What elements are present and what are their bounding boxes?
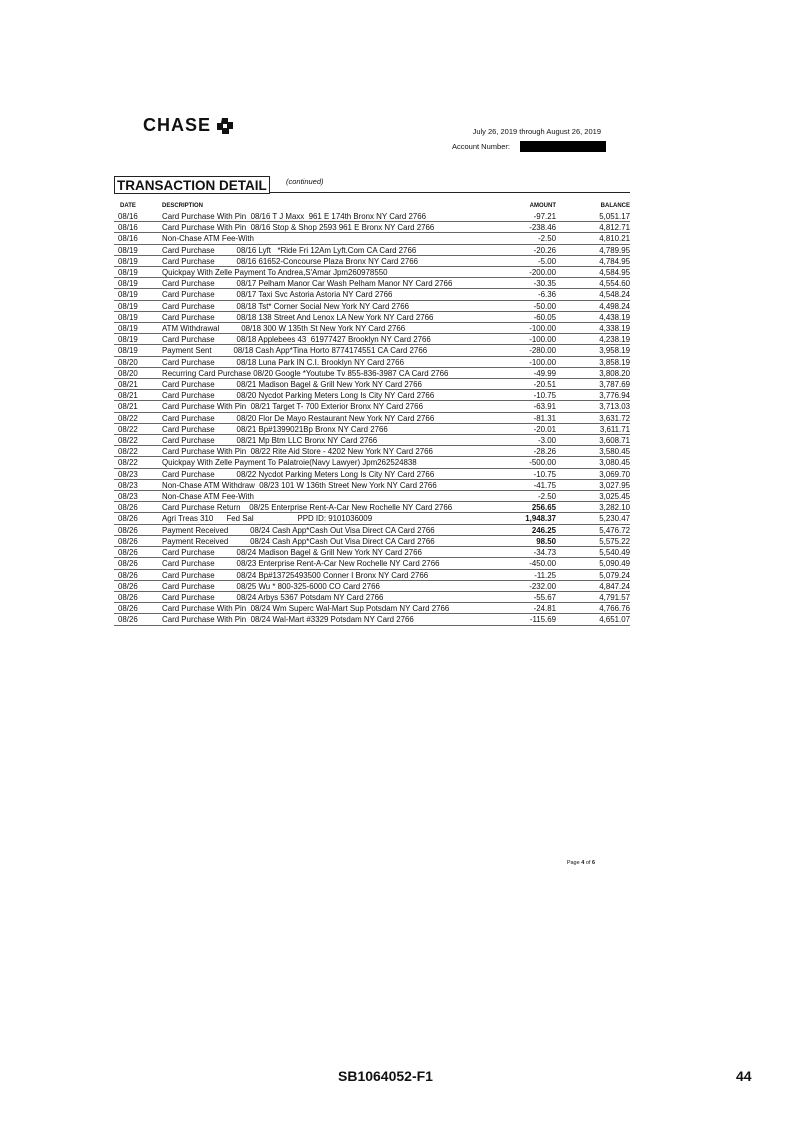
transaction-amount: -28.26 bbox=[490, 446, 556, 457]
transaction-amount: -11.25 bbox=[490, 569, 556, 580]
table-row bbox=[114, 244, 630, 255]
table-row bbox=[114, 580, 630, 591]
transaction-amount: -60.05 bbox=[490, 311, 556, 322]
transaction-amount: -100.00 bbox=[490, 323, 556, 334]
transaction-balance: 4,338.19 bbox=[556, 323, 630, 334]
transaction-amount: -2.50 bbox=[490, 233, 556, 244]
balance-header: BALANCE bbox=[600, 202, 630, 209]
transaction-date: 08/23 bbox=[114, 479, 160, 490]
page-total: 6 bbox=[591, 860, 595, 866]
transaction-balance: 5,051.17 bbox=[599, 212, 630, 221]
transaction-date: 08/19 bbox=[114, 334, 160, 345]
transaction-balance: 5,079.24 bbox=[556, 569, 630, 580]
description-header: DESCRIPTION bbox=[162, 202, 204, 209]
table-row bbox=[114, 502, 630, 513]
transaction-date: 08/22 bbox=[114, 457, 160, 468]
transaction-date: 08/26 bbox=[114, 535, 160, 546]
table-row bbox=[114, 233, 630, 244]
account-number-redacted bbox=[520, 141, 606, 152]
transaction-balance: 3,858.19 bbox=[556, 356, 630, 367]
transaction-date: 08/22 bbox=[114, 423, 160, 434]
transaction-amount: 98.50 bbox=[490, 535, 556, 546]
transaction-balance: 5,230.47 bbox=[556, 513, 630, 524]
transaction-date: 08/19 bbox=[114, 289, 160, 300]
transaction-balance: 3,611.71 bbox=[556, 423, 630, 434]
transaction-balance: 5,575.22 bbox=[556, 535, 630, 546]
transaction-description: Card Purchase With Pin 08/24 Wm Superc Wal-Mart Sup Potsdam NY Card 2766 bbox=[160, 603, 490, 614]
transaction-description: Card Purchase 08/20 Nycdot Parking Meters Long Is City NY Card 2766 bbox=[160, 390, 490, 401]
transaction-date: 08/21 bbox=[114, 401, 160, 412]
page-of: of bbox=[585, 860, 591, 866]
document-id: SB1064052-F1 bbox=[338, 1068, 433, 1084]
transaction-description: Card Purchase With Pin 08/22 Rite Aid Store - 4202 New York NY Card 2766 bbox=[160, 446, 490, 457]
table-row bbox=[114, 614, 630, 625]
transaction-amount: -81.31 bbox=[490, 412, 556, 423]
transaction-date: 08/23 bbox=[114, 491, 160, 502]
transaction-description: Card Purchase Return 08/25 Enterprise Rent-A-Car New Rochelle NY Card 2766 bbox=[160, 502, 490, 513]
exhibit-number: 44 bbox=[736, 1068, 752, 1084]
transaction-date: 08/20 bbox=[114, 356, 160, 367]
transaction-description: Card Purchase With Pin 08/16 T J Maxx 961 E 174th Bronx NY Card 2766 bbox=[162, 212, 427, 221]
transaction-date: 08/21 bbox=[114, 390, 160, 401]
transaction-balance: 3,787.69 bbox=[556, 379, 630, 390]
transaction-date: 08/26 bbox=[114, 547, 160, 558]
transaction-balance: 4,498.24 bbox=[556, 300, 630, 311]
transaction-amount: -200.00 bbox=[490, 267, 556, 278]
table-row bbox=[114, 547, 630, 558]
transaction-date: 08/20 bbox=[114, 367, 160, 378]
transaction-balance: 3,580.45 bbox=[556, 446, 630, 457]
transaction-date: 08/19 bbox=[114, 267, 160, 278]
transaction-amount: -280.00 bbox=[490, 345, 556, 356]
transaction-amount: -41.75 bbox=[490, 479, 556, 490]
transaction-date: 08/16 bbox=[114, 233, 160, 244]
transaction-description: Card Purchase 08/18 Tst* Corner Social New York NY Card 2766 bbox=[160, 300, 490, 311]
transaction-description: Agri Treas 310 Fed Sal PPD ID: 9101036009 bbox=[160, 513, 490, 524]
transaction-date: 08/21 bbox=[114, 379, 160, 390]
transaction-amount: -450.00 bbox=[490, 558, 556, 569]
table-row bbox=[114, 289, 630, 300]
transaction-amount: -50.00 bbox=[490, 300, 556, 311]
amount-header: AMOUNT bbox=[529, 202, 556, 209]
transaction-amount: -24.81 bbox=[490, 603, 556, 614]
table-row bbox=[114, 367, 630, 378]
date-header: DATE bbox=[120, 202, 136, 209]
transaction-table bbox=[114, 201, 630, 626]
transaction-balance: 4,812.71 bbox=[556, 222, 630, 233]
transaction-description: Card Purchase 08/21 Madison Bagel & Grill New York NY Card 2766 bbox=[160, 379, 490, 390]
transaction-amount: -55.67 bbox=[490, 591, 556, 602]
transaction-date: 08/19 bbox=[114, 311, 160, 322]
section-title: TRANSACTION DETAIL bbox=[114, 176, 270, 194]
transaction-date: 08/16 bbox=[118, 212, 138, 221]
transaction-date: 08/16 bbox=[114, 222, 160, 233]
page-current: 4 bbox=[581, 860, 585, 866]
table-row bbox=[114, 423, 630, 434]
account-number-label: Account Number: bbox=[452, 142, 510, 151]
transaction-description: Card Purchase With Pin 08/24 Wal-Mart #3329 Potsdam NY Card 2766 bbox=[160, 614, 490, 625]
transaction-description: Card Purchase 08/22 Nycdot Parking Meters Long Is City NY Card 2766 bbox=[160, 468, 490, 479]
transaction-amount: -3.00 bbox=[490, 435, 556, 446]
transaction-date: 08/22 bbox=[114, 446, 160, 457]
transaction-description: Non-Chase ATM Fee-With bbox=[160, 233, 490, 244]
transaction-balance: 3,282.10 bbox=[556, 502, 630, 513]
transaction-balance: 4,766.76 bbox=[556, 603, 630, 614]
table-row bbox=[114, 558, 630, 569]
transaction-amount: -20.26 bbox=[490, 244, 556, 255]
transaction-amount: -63.91 bbox=[490, 401, 556, 412]
transaction-balance: 3,608.71 bbox=[556, 435, 630, 446]
table-header-row bbox=[114, 201, 630, 211]
table-row bbox=[114, 535, 630, 546]
account-number-row bbox=[452, 141, 606, 152]
table-row bbox=[114, 390, 630, 401]
table-row bbox=[114, 278, 630, 289]
transaction-balance: 3,025.45 bbox=[556, 491, 630, 502]
transaction-date: 08/26 bbox=[114, 558, 160, 569]
transaction-amount: -232.00 bbox=[490, 580, 556, 591]
transaction-amount: -238.46 bbox=[490, 222, 556, 233]
transaction-balance: 4,784.95 bbox=[556, 255, 630, 266]
table-row bbox=[114, 513, 630, 524]
table-row bbox=[114, 255, 630, 266]
transaction-balance: 3,713.03 bbox=[556, 401, 630, 412]
transaction-balance: 4,438.19 bbox=[556, 311, 630, 322]
transaction-amount: 256.65 bbox=[490, 502, 556, 513]
table-row bbox=[114, 323, 630, 334]
transaction-description: Card Purchase 08/18 Luna Park IN C.I. Brooklyn NY Card 2766 bbox=[160, 356, 490, 367]
transaction-balance: 3,808.20 bbox=[556, 367, 630, 378]
transaction-amount: 246.25 bbox=[490, 524, 556, 535]
transaction-description: Card Purchase 08/17 Taxi Svc Astoria Astoria NY Card 2766 bbox=[160, 289, 490, 300]
transaction-amount: -100.00 bbox=[490, 334, 556, 345]
transaction-amount: -10.75 bbox=[490, 468, 556, 479]
transaction-balance: 4,789.95 bbox=[556, 244, 630, 255]
transaction-date: 08/26 bbox=[114, 569, 160, 580]
transaction-balance: 3,069.70 bbox=[556, 468, 630, 479]
transaction-amount: -30.35 bbox=[490, 278, 556, 289]
transaction-balance: 5,476.72 bbox=[556, 524, 630, 535]
transaction-description: Card Purchase 08/17 Pelham Manor Car Wash Pelham Manor NY Card 2766 bbox=[160, 278, 490, 289]
transaction-description: Card Purchase 08/16 Lyft *Ride Fri 12Am Lyft.Com CA Card 2766 bbox=[160, 244, 490, 255]
transaction-balance: 4,791.57 bbox=[556, 591, 630, 602]
transaction-amount: -6.36 bbox=[490, 289, 556, 300]
table-row bbox=[114, 591, 630, 602]
table-row bbox=[114, 222, 630, 233]
transaction-balance: 3,027.95 bbox=[556, 479, 630, 490]
table-row bbox=[114, 311, 630, 322]
transaction-date: 08/23 bbox=[114, 468, 160, 479]
transaction-amount: -97.21 bbox=[533, 212, 556, 221]
transaction-description: Payment Sent 08/18 Cash App*Tina Horto 8774174551 CA Card 2766 bbox=[160, 345, 490, 356]
transaction-date: 08/26 bbox=[114, 513, 160, 524]
transaction-balance: 5,090.49 bbox=[556, 558, 630, 569]
transaction-description: Quickpay With Zelle Payment To Palatroie(Navy Lawyer) Jpm262524838 bbox=[160, 457, 490, 468]
transaction-description: Card Purchase 08/18 138 Street And Lenox LA New York NY Card 2766 bbox=[160, 311, 490, 322]
transaction-description: Card Purchase 08/24 Bp#13725493500 Conner I Bronx NY Card 2766 bbox=[160, 569, 490, 580]
table-row bbox=[114, 379, 630, 390]
transaction-description: Card Purchase 08/24 Arbys 5367 Potsdam NY Card 2766 bbox=[160, 591, 490, 602]
transaction-amount: -500.00 bbox=[490, 457, 556, 468]
transaction-balance: 3,080.45 bbox=[556, 457, 630, 468]
table-row bbox=[114, 300, 630, 311]
transaction-description: Card Purchase 08/20 Flor De Mayo Restaurant New York NY Card 2766 bbox=[160, 412, 490, 423]
transaction-balance: 4,584.95 bbox=[556, 267, 630, 278]
transaction-balance: 4,238.19 bbox=[556, 334, 630, 345]
transaction-date: 08/26 bbox=[114, 524, 160, 535]
table-row bbox=[114, 211, 630, 222]
table-row bbox=[114, 491, 630, 502]
table-row bbox=[114, 345, 630, 356]
transaction-description: Recurring Card Purchase 08/20 Google *Youtube Tv 855-836-3987 CA Card 2766 bbox=[160, 367, 490, 378]
transaction-description: ATM Withdrawal 08/18 300 W 135th St New York NY Card 2766 bbox=[160, 323, 490, 334]
transaction-balance: 5,540.49 bbox=[556, 547, 630, 558]
transaction-balance: 3,776.94 bbox=[556, 390, 630, 401]
statement-period: July 26, 2019 through August 26, 2019 bbox=[472, 127, 601, 136]
transaction-description: Card Purchase With Pin 08/21 Target T- 700 Exterior Bronx NY Card 2766 bbox=[160, 401, 490, 412]
transaction-description: Card Purchase With Pin 08/16 Stop & Shop 2593 961 E Bronx NY Card 2766 bbox=[160, 222, 490, 233]
transaction-description: Card Purchase 08/18 Applebees 43 61977427 Brooklyn NY Card 2766 bbox=[160, 334, 490, 345]
transaction-balance: 3,958.19 bbox=[556, 345, 630, 356]
table-row bbox=[114, 435, 630, 446]
transaction-date: 08/19 bbox=[114, 345, 160, 356]
transaction-balance: 4,554.60 bbox=[556, 278, 630, 289]
brand-name: CHASE bbox=[143, 115, 212, 135]
transaction-description: Non-Chase ATM Withdraw 08/23 101 W 136th Street New York NY Card 2766 bbox=[160, 479, 490, 490]
table-row bbox=[114, 446, 630, 457]
transaction-date: 08/26 bbox=[114, 603, 160, 614]
transaction-date: 08/19 bbox=[114, 255, 160, 266]
transaction-description: Payment Received 08/24 Cash App*Cash Out Visa Direct CA Card 2766 bbox=[160, 535, 490, 546]
page-number bbox=[0, 860, 595, 866]
transaction-amount: -34.73 bbox=[490, 547, 556, 558]
transaction-description: Payment Received 08/24 Cash App*Cash Out Visa Direct CA Card 2766 bbox=[160, 524, 490, 535]
continued-label: (continued) bbox=[286, 177, 324, 186]
transaction-balance: 4,847.24 bbox=[556, 580, 630, 591]
page-label: Page bbox=[566, 860, 580, 866]
transaction-rows bbox=[114, 211, 630, 625]
transaction-amount: 1,948.37 bbox=[490, 513, 556, 524]
transaction-description: Non-Chase ATM Fee-With bbox=[160, 491, 490, 502]
transaction-date: 08/19 bbox=[114, 300, 160, 311]
transaction-balance: 4,651.07 bbox=[556, 614, 630, 625]
transaction-detail-header bbox=[114, 176, 630, 192]
transaction-description: Card Purchase 08/25 Wu * 800-325-6000 CO Card 2766 bbox=[160, 580, 490, 591]
transaction-balance: 4,548.24 bbox=[556, 289, 630, 300]
transaction-amount: -100.00 bbox=[490, 356, 556, 367]
transaction-amount: -115.69 bbox=[490, 614, 556, 625]
transaction-description: Card Purchase 08/24 Madison Bagel & Grill New York NY Card 2766 bbox=[160, 547, 490, 558]
table-row bbox=[114, 356, 630, 367]
table-row bbox=[114, 468, 630, 479]
table-row bbox=[114, 569, 630, 580]
transaction-date: 08/26 bbox=[114, 580, 160, 591]
transaction-amount: -2.50 bbox=[490, 491, 556, 502]
transaction-date: 08/22 bbox=[114, 412, 160, 423]
transaction-balance: 4,810.21 bbox=[556, 233, 630, 244]
table-row bbox=[114, 401, 630, 412]
transaction-description: Quickpay With Zelle Payment To Andrea,S'Amar Jpm260978550 bbox=[160, 267, 490, 278]
transaction-amount: -20.01 bbox=[490, 423, 556, 434]
table-row bbox=[114, 457, 630, 468]
transaction-date: 08/26 bbox=[114, 502, 160, 513]
transaction-amount: -5.00 bbox=[490, 255, 556, 266]
transaction-description: Card Purchase 08/21 Bp#1399021Bp Bronx NY Card 2766 bbox=[160, 423, 490, 434]
transaction-date: 08/26 bbox=[114, 591, 160, 602]
table-row bbox=[114, 267, 630, 278]
transaction-description: Card Purchase 08/16 61652-Concourse Plaza Bronx NY Card 2766 bbox=[160, 255, 490, 266]
transaction-date: 08/19 bbox=[114, 278, 160, 289]
transaction-amount: -20.51 bbox=[490, 379, 556, 390]
table-row bbox=[114, 479, 630, 490]
table-row bbox=[114, 524, 630, 535]
transaction-balance: 3,631.72 bbox=[556, 412, 630, 423]
transaction-description: Card Purchase 08/21 Mp Btm LLC Bronx NY Card 2766 bbox=[160, 435, 490, 446]
transaction-date: 08/26 bbox=[114, 614, 160, 625]
transaction-amount: -49.99 bbox=[490, 367, 556, 378]
transaction-amount: -10.75 bbox=[490, 390, 556, 401]
table-row bbox=[114, 603, 630, 614]
transaction-description: Card Purchase 08/23 Enterprise Rent-A-Car New Rochelle NY Card 2766 bbox=[160, 558, 490, 569]
transaction-date: 08/19 bbox=[114, 244, 160, 255]
table-row bbox=[114, 412, 630, 423]
table-row bbox=[114, 334, 630, 345]
transaction-date: 08/22 bbox=[114, 435, 160, 446]
transaction-date: 08/19 bbox=[114, 323, 160, 334]
